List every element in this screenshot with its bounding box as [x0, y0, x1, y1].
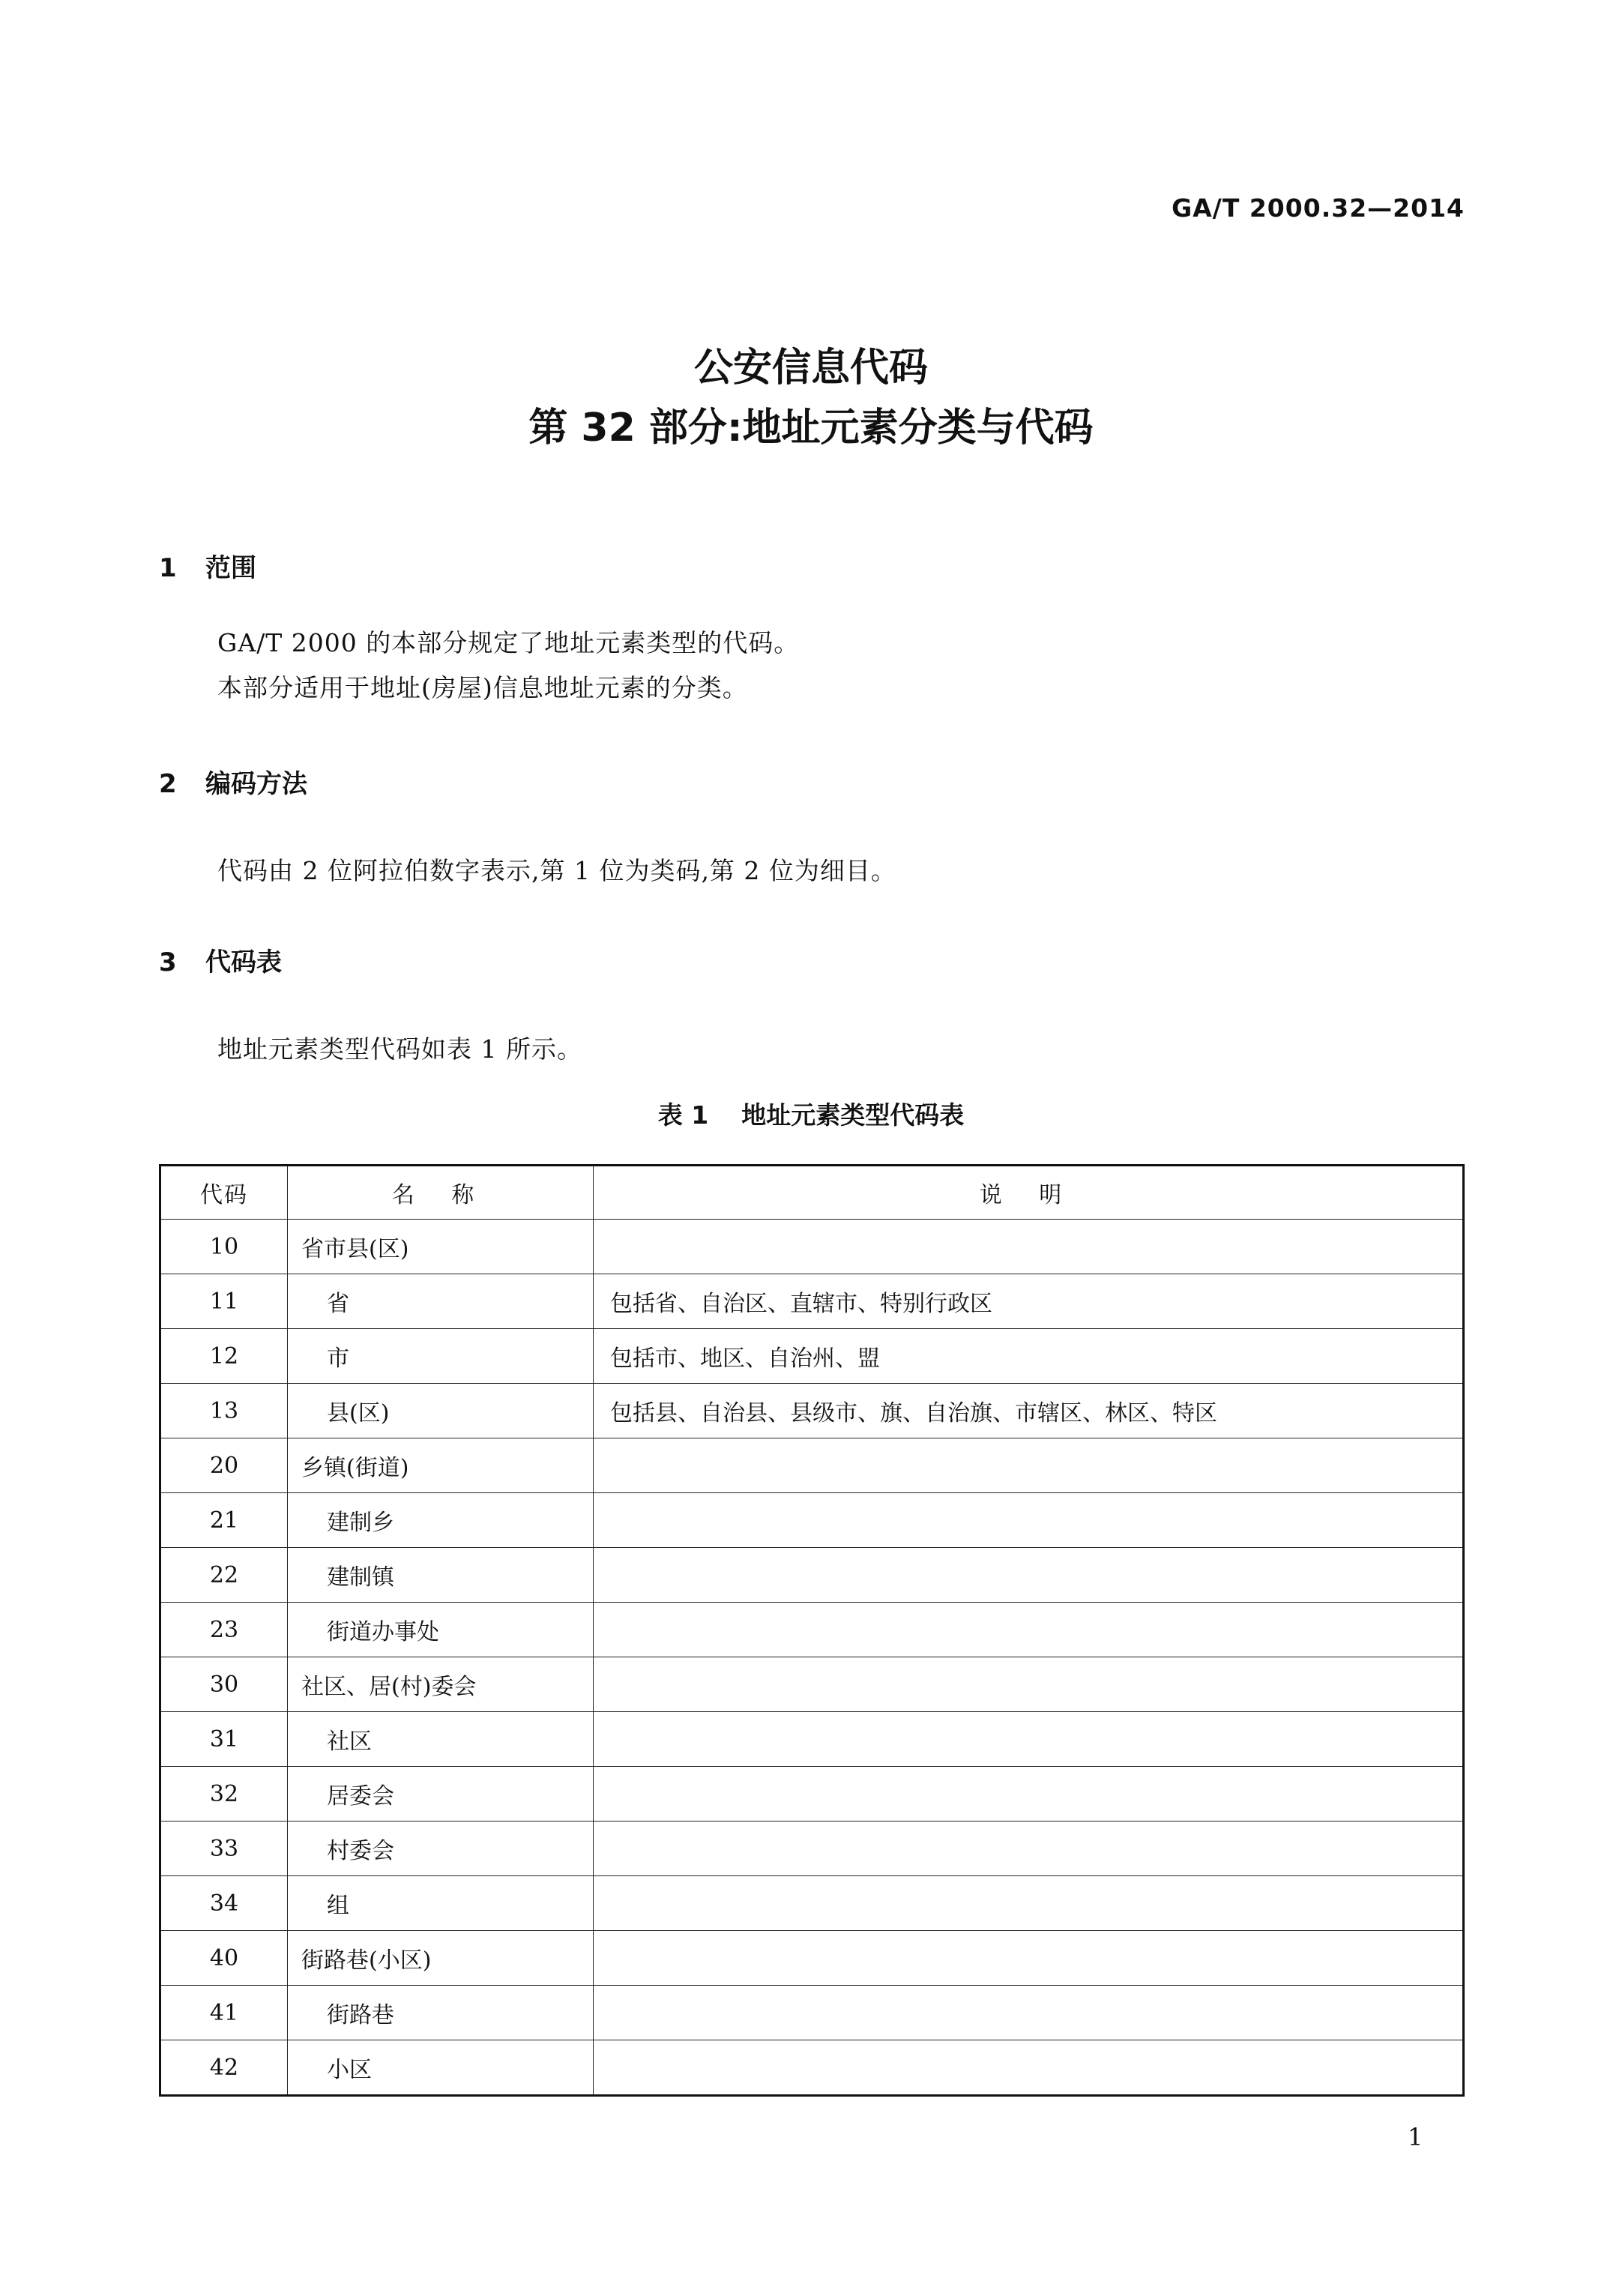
cell-name: 街路巷(小区): [288, 1931, 594, 1986]
standard-code: GA/T 2000.32—2014: [1172, 193, 1465, 223]
cell-code: 32: [160, 1767, 288, 1822]
section-1-paragraph-1: GA/T 2000 的本部分规定了地址元素类型的代码。: [217, 628, 800, 657]
table-row: [160, 1493, 1464, 1548]
cell-description: [594, 1603, 1464, 1657]
cell-code: 34: [160, 1876, 288, 1931]
cell-name: 社区、居(村)委会: [288, 1657, 594, 1712]
cell-description: [594, 1220, 1464, 1274]
cell-description: [594, 1876, 1464, 1931]
section-1-heading: [159, 547, 256, 584]
cell-code: 10: [160, 1220, 288, 1274]
cell-code: 13: [160, 1384, 288, 1438]
cell-name: 省: [288, 1274, 594, 1329]
section-2-paragraph-1: 代码由 2 位阿拉伯数字表示,第 1 位为类码,第 2 位为细目。: [217, 856, 896, 885]
cell-code: 11: [160, 1274, 288, 1329]
cell-name: 街路巷: [288, 1986, 594, 2040]
section-3-paragraph-1: 地址元素类型代码如表 1 所示。: [217, 1034, 582, 1064]
cell-description: [594, 1931, 1464, 1986]
cell-name: 建制镇: [288, 1548, 594, 1603]
cell-code: 12: [160, 1329, 288, 1384]
cell-description: [594, 1438, 1464, 1493]
table-row: [160, 1712, 1464, 1767]
table-header-row: [160, 1166, 1464, 1220]
cell-code: 41: [160, 1986, 288, 2040]
table-row: [160, 1438, 1464, 1493]
header-name: 名 称: [288, 1166, 594, 1220]
cell-code: 22: [160, 1548, 288, 1603]
header-description: 说 明: [594, 1166, 1464, 1220]
table-row: [160, 1876, 1464, 1931]
table-row: [160, 1220, 1464, 1274]
cell-description: 包括县、自治县、县级市、旗、自治旗、市辖区、林区、特区: [594, 1384, 1464, 1438]
cell-name: 小区: [288, 2040, 594, 2096]
cell-name: 村委会: [288, 1822, 594, 1876]
header-code: 代码: [160, 1166, 288, 1220]
table-row: [160, 1384, 1464, 1438]
cell-description: [594, 1986, 1464, 2040]
document-title-line1: 公安信息代码: [693, 346, 928, 391]
table-caption-number: 表 1: [657, 1100, 709, 1130]
cell-code: 23: [160, 1603, 288, 1657]
table-row: [160, 1986, 1464, 2040]
table-caption: [0, 1096, 1622, 1131]
table-body: [160, 1220, 1464, 2096]
section-2-heading: [159, 763, 307, 800]
table-row: [160, 1931, 1464, 1986]
cell-description: [594, 2040, 1464, 2096]
cell-name: 社区: [288, 1712, 594, 1767]
table-row: [160, 1657, 1464, 1712]
cell-code: 40: [160, 1931, 288, 1986]
table-row: [160, 2040, 1464, 2096]
cell-code: 31: [160, 1712, 288, 1767]
cell-description: 包括市、地区、自治州、盟: [594, 1329, 1464, 1384]
cell-code: 42: [160, 2040, 288, 2096]
cell-code: 33: [160, 1822, 288, 1876]
table-row: [160, 1274, 1464, 1329]
cell-code: 21: [160, 1493, 288, 1548]
section-3-heading: [159, 941, 282, 978]
cell-description: [594, 1548, 1464, 1603]
cell-name: 街道办事处: [288, 1603, 594, 1657]
cell-code: 30: [160, 1657, 288, 1712]
table-row: [160, 1329, 1464, 1384]
table-row: [160, 1767, 1464, 1822]
cell-name: 县(区): [288, 1384, 594, 1438]
cell-description: [594, 1712, 1464, 1767]
section-number: 1: [159, 553, 177, 583]
cell-description: [594, 1657, 1464, 1712]
cell-name: 市: [288, 1329, 594, 1384]
section-title: 范围: [205, 553, 256, 583]
code-table: [159, 1164, 1465, 2097]
cell-name: 建制乡: [288, 1493, 594, 1548]
section-title: 代码表: [205, 947, 282, 977]
cell-code: 20: [160, 1438, 288, 1493]
cell-name: 组: [288, 1876, 594, 1931]
cell-description: 包括省、自治区、直辖市、特别行政区: [594, 1274, 1464, 1329]
table-row: [160, 1822, 1464, 1876]
section-number: 2: [159, 769, 177, 799]
cell-description: [594, 1822, 1464, 1876]
table-caption-title: 地址元素类型代码表: [741, 1100, 965, 1130]
section-1-paragraph-2: 本部分适用于地址(房屋)信息地址元素的分类。: [217, 673, 748, 702]
page-number: 1: [1408, 2123, 1423, 2151]
cell-description: [594, 1767, 1464, 1822]
section-number: 3: [159, 947, 177, 977]
cell-description: [594, 1493, 1464, 1548]
document-title-line2: 第 32 部分:地址元素分类与代码: [528, 406, 1094, 451]
section-title: 编码方法: [205, 769, 307, 799]
cell-name: 省市县(区): [288, 1220, 594, 1274]
table-row: [160, 1603, 1464, 1657]
cell-name: 乡镇(街道): [288, 1438, 594, 1493]
table-row: [160, 1548, 1464, 1603]
cell-name: 居委会: [288, 1767, 594, 1822]
